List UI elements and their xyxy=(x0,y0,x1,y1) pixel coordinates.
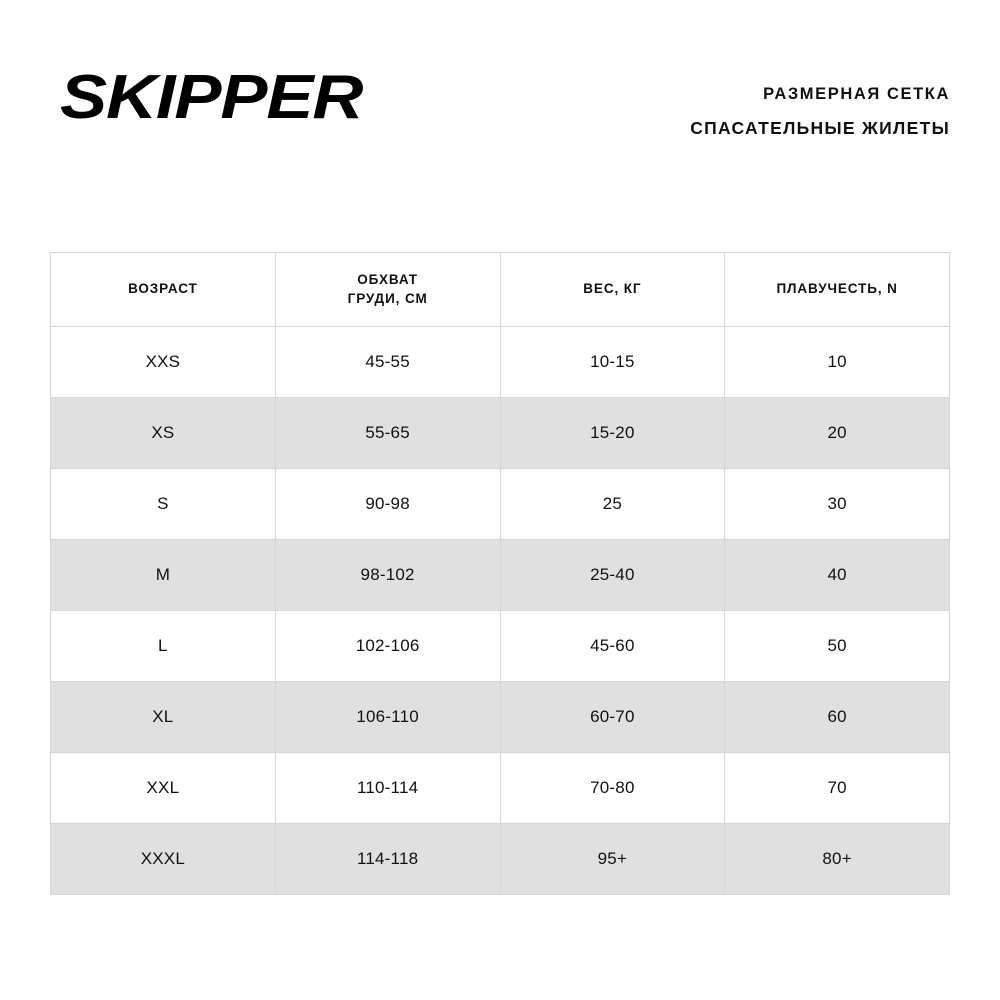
cell-chest: 98-102 xyxy=(275,540,500,611)
header-titles xyxy=(690,85,950,139)
cell-size: S xyxy=(51,469,276,540)
column-header-chest-line1: ОБХВАТ xyxy=(357,272,418,288)
cell-chest: 106-110 xyxy=(275,682,500,753)
table-header xyxy=(51,253,950,327)
cell-buoyancy: 40 xyxy=(725,540,950,611)
cell-size: XL xyxy=(51,682,276,753)
header-subtitle: РАЗМЕРНАЯ СЕТКА xyxy=(763,85,950,103)
column-header-age: ВОЗРАСТ xyxy=(51,253,276,327)
table-row xyxy=(51,824,950,895)
cell-weight: 15-20 xyxy=(500,398,725,469)
cell-size: L xyxy=(51,611,276,682)
size-chart-container xyxy=(50,252,950,895)
column-header-chest xyxy=(275,253,500,327)
cell-weight: 45-60 xyxy=(500,611,725,682)
cell-size: XXXL xyxy=(51,824,276,895)
cell-size: XS xyxy=(51,398,276,469)
cell-weight: 60-70 xyxy=(500,682,725,753)
column-header-buoyancy: ПЛАВУЧЕСТЬ, N xyxy=(725,253,950,327)
cell-buoyancy: 50 xyxy=(725,611,950,682)
cell-chest: 55-65 xyxy=(275,398,500,469)
cell-chest: 110-114 xyxy=(275,753,500,824)
table-row xyxy=(51,611,950,682)
column-header-weight: ВЕС, КГ xyxy=(500,253,725,327)
table-body xyxy=(51,327,950,895)
cell-buoyancy: 80+ xyxy=(725,824,950,895)
table-row xyxy=(51,327,950,398)
cell-chest: 45-55 xyxy=(275,327,500,398)
table-row xyxy=(51,398,950,469)
cell-weight: 25-40 xyxy=(500,540,725,611)
page-title: СПАСАТЕЛЬНЫЕ ЖИЛЕТЫ xyxy=(690,118,950,138)
cell-chest: 102-106 xyxy=(275,611,500,682)
cell-buoyancy: 10 xyxy=(725,327,950,398)
cell-buoyancy: 30 xyxy=(725,469,950,540)
table-row xyxy=(51,753,950,824)
brand-logo: SKIPPER xyxy=(60,63,363,132)
table-row xyxy=(51,469,950,540)
cell-weight: 95+ xyxy=(500,824,725,895)
cell-weight: 10-15 xyxy=(500,327,725,398)
cell-size: M xyxy=(51,540,276,611)
table-row xyxy=(51,682,950,753)
cell-buoyancy: 20 xyxy=(725,398,950,469)
table-header-row xyxy=(51,253,950,327)
table-row xyxy=(51,540,950,611)
cell-size: XXL xyxy=(51,753,276,824)
size-chart-table xyxy=(50,252,950,895)
cell-size: XXS xyxy=(51,327,276,398)
cell-weight: 70-80 xyxy=(500,753,725,824)
cell-buoyancy: 60 xyxy=(725,682,950,753)
column-header-chest-line2: ГРУДИ, СМ xyxy=(347,290,428,306)
cell-chest: 90-98 xyxy=(275,469,500,540)
page-header xyxy=(50,55,950,165)
cell-weight: 25 xyxy=(500,469,725,540)
cell-chest: 114-118 xyxy=(275,824,500,895)
cell-buoyancy: 70 xyxy=(725,753,950,824)
